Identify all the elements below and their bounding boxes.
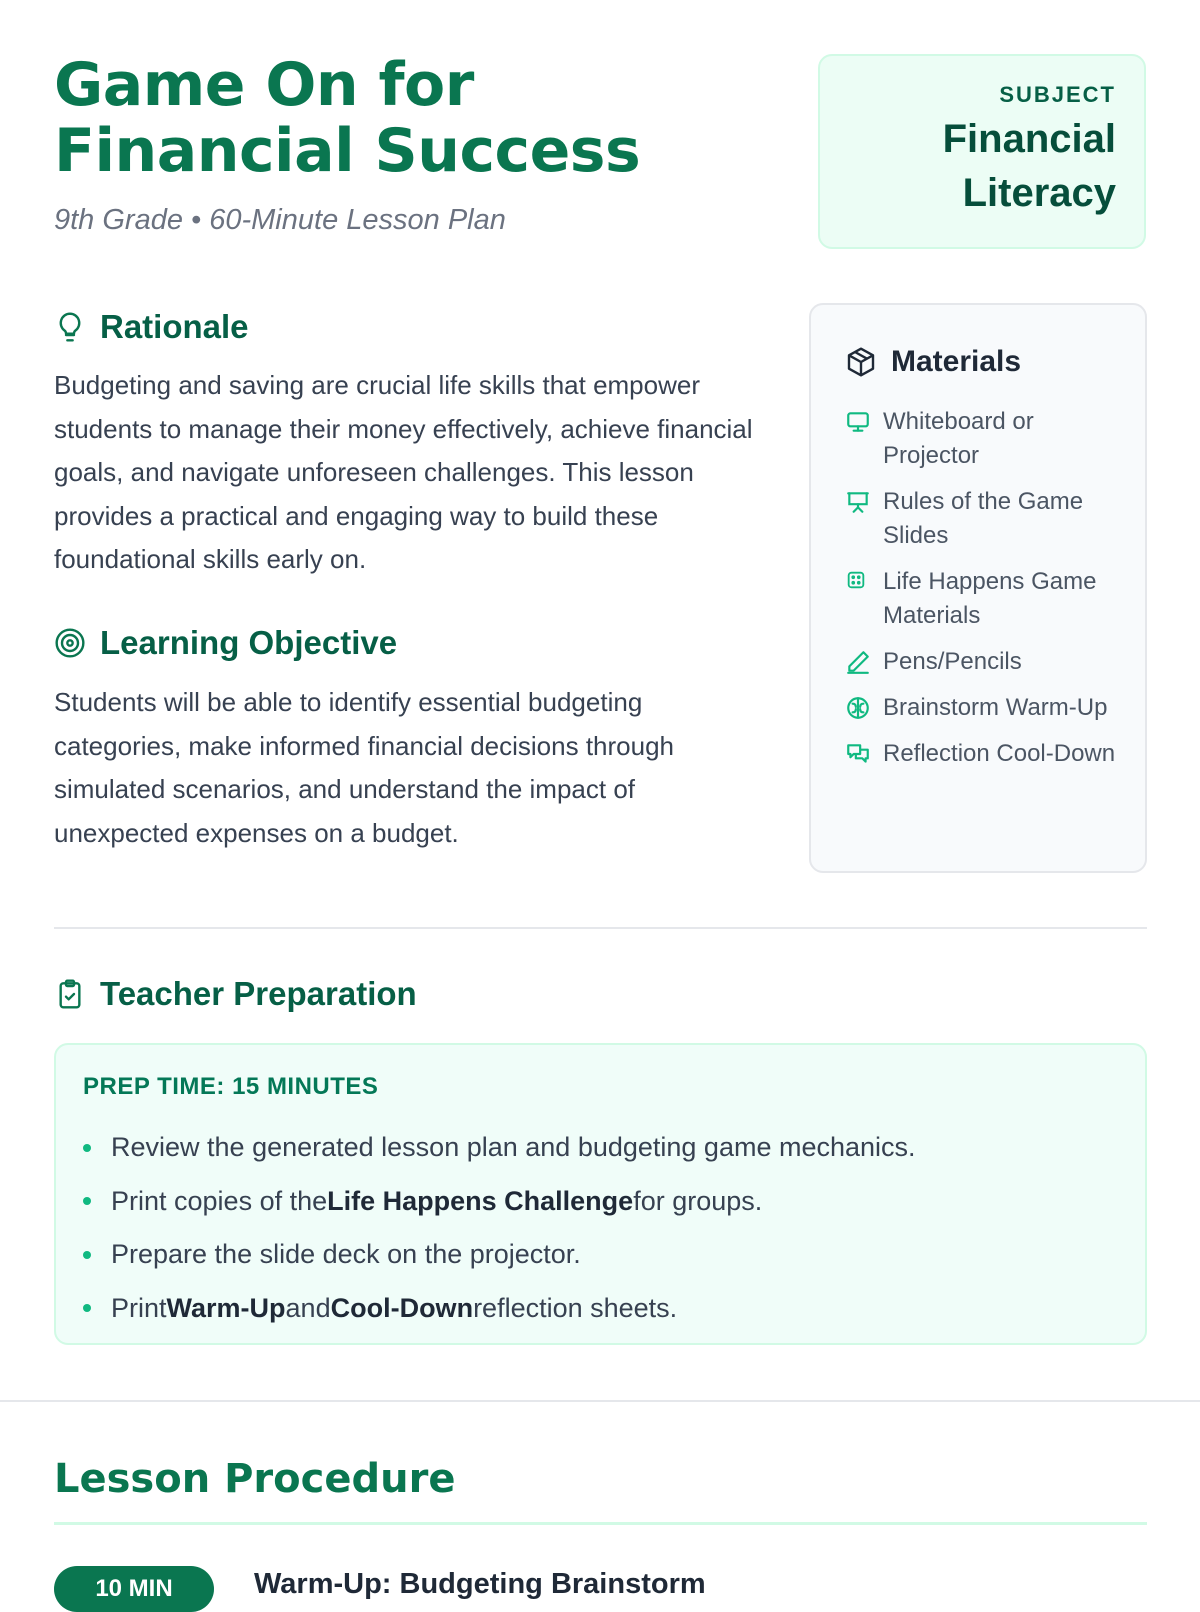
bullet-dot	[83, 1144, 91, 1152]
prep-item: Review the generated lesson plan and budgeting game mechanics.	[83, 1121, 916, 1175]
material-item: Pens/Pencils	[845, 645, 1135, 679]
prep-list	[83, 1121, 916, 1335]
step-title: Warm-Up: Budgeting Brainstorm	[254, 1568, 706, 1600]
prep-item: Print Warm-Up and Cool-Down reflection sheets.	[83, 1282, 916, 1336]
material-item: Reflection Cool-Down	[845, 737, 1135, 771]
package-icon	[845, 346, 877, 378]
prep-time-label: PREP TIME: 15 MINUTES	[83, 1073, 379, 1100]
dice-icon	[845, 569, 871, 595]
material-item: Whiteboard or Projector	[845, 405, 1135, 473]
material-item: Rules of the Game Slides	[845, 485, 1135, 553]
pencil-icon	[845, 649, 871, 675]
section-divider	[54, 927, 1147, 929]
lightbulb-icon	[54, 311, 86, 343]
chat-icon	[845, 741, 871, 767]
section-divider	[0, 1400, 1200, 1402]
material-item: Life Happens Game Materials	[845, 565, 1135, 633]
materials-title: Materials	[891, 345, 1022, 378]
materials-list	[845, 405, 1135, 783]
step-time-badge: 10 MIN	[54, 1566, 214, 1612]
procedure-underline	[54, 1522, 1147, 1525]
objective-title: Learning Objective	[100, 624, 398, 661]
materials-card	[809, 303, 1147, 873]
subject-label: SUBJECT	[999, 82, 1116, 107]
materials-header	[845, 345, 1021, 379]
presentation-icon	[845, 489, 871, 515]
prep-header	[54, 975, 417, 1013]
rationale-title: Rationale	[100, 308, 249, 345]
rationale-text: Budgeting and saving are crucial life skills that empower students to manage their money effectively, achieve financial goals, and navigate unforeseen challenges. This lesson provides a practical and engaging way to build these foundational skills early on.	[54, 370, 753, 574]
page-subtitle: 9th Grade • 60-Minute Lesson Plan	[54, 204, 506, 236]
bullet-dot	[83, 1251, 91, 1259]
page-title: Game On for Financial Success	[54, 50, 641, 186]
target-icon	[54, 627, 86, 659]
subject-card	[818, 54, 1146, 249]
monitor-icon	[845, 409, 871, 435]
bullet-dot	[83, 1197, 91, 1205]
objective-header	[54, 624, 397, 662]
prep-title: Teacher Preparation	[100, 975, 417, 1012]
material-item: Brainstorm Warm-Up	[845, 691, 1135, 725]
prep-item: Print copies of the Life Happens Challenge for groups.	[83, 1175, 916, 1229]
objective-text: Students will be able to identify essential budgeting categories, make informed financial decisions through simulated scenarios, and understand the impact of unexpected expenses on a budget.	[54, 687, 675, 848]
brain-icon	[845, 695, 871, 721]
prep-item: Prepare the slide deck on the projector.	[83, 1228, 916, 1282]
clipboard-check-icon	[54, 978, 86, 1010]
subject-value: Financial Literacy	[942, 117, 1116, 215]
procedure-title: Lesson Procedure	[54, 1456, 456, 1502]
rationale-header	[54, 308, 249, 346]
bullet-dot	[83, 1304, 91, 1312]
prep-box	[54, 1043, 1147, 1345]
